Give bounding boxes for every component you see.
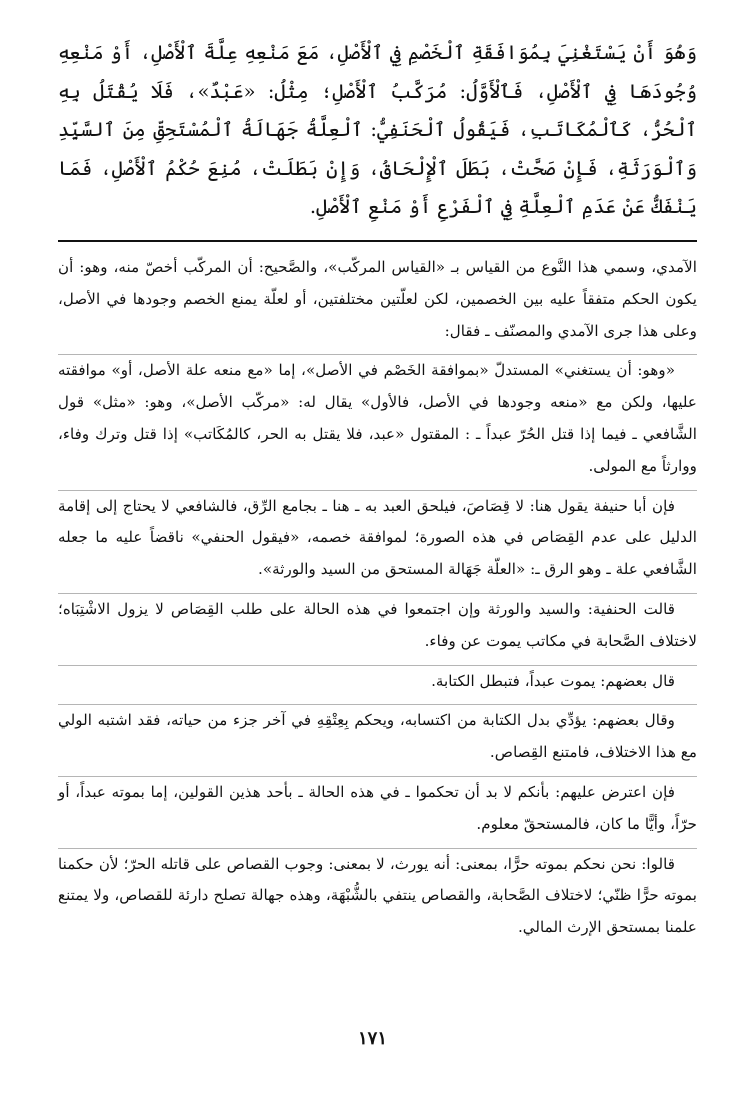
page-number: ١٧١	[357, 1028, 387, 1049]
commentary-paragraph-6: وقال بعضهم: يؤدِّي بدل الكتابة من اكتسابه، ويحكم بِعِتْقِهِ في آخر جزء من حياته، فقد اشتبه الولي مع هذا الاختلاف، فامتنع القِصاص.	[58, 705, 697, 777]
commentary-paragraph-7: فإن اعترض عليهم: بأنكم لا بد أن تحكموا ـ في هذه الحالة ـ بأحد هذين القولين، إما بموته عبداً، أو حرّاً، وأيًّا ما كان، فالمستحقّ معلوم.	[58, 777, 697, 849]
text-divider	[58, 240, 697, 242]
main-text	[58, 34, 697, 227]
commentary-paragraph-2: «وهو: أن يستغني» المستدلّ «بموافقة الخَصْم في الأصل»، إما «مع منعه علة الأصل، أو» موافقته عليها، ولكن مع «منعه وجودها في الأصل، فالأول» يقال له: «مركّب الأصل»، وهو: «مثل» قول الشَّافعي ـ فيما إذا قتل الحُرّ عبداً ـ : المقتول «عبد، فلا يقتل به الحر، كالمُكَاتب» إذا قتل وترك وفاء، ووارثاً مع المولى.	[58, 355, 697, 490]
commentary-paragraph-3: فإن أبا حنيفة يقول هنا: لا قِصَاصَ، فيلحق العبد به ـ هنا ـ بجامع الرِّق، فالشافعي لا يحتاج إلى إقامة الدليل على عدم القِصَاص في هذه الصورة؛ لموافقة خصمه، «فيقول الحنفي» ناقضاً عليه ما جعله الشَّافعي علة ـ وهو الرق ـ: «العلّة جَهَالة المستحق من السيد والورثة».	[58, 491, 697, 594]
commentary	[58, 252, 697, 951]
main-text-paragraph: وَهُوَ أَنْ يَسْتَغْنِيَ بِمُوَافَقَةِ ٱلْخَصْمِ فِي ٱلْأَصْلِ، مَعَ مَنْعِهِ عِلَّةَ ٱلْأَصْلِ، أَوْ مَنْعِهِ وُجُودَهَا فِي ٱلْأَصْلِ، فَٱلْأَوَّلُ: مُرَكَّبُ ٱلْأَصْلِ؛ مِثْلُ: «عَبْدٌ»، فَلَا يُقْتَلُ بِهِ ٱلْحُرُّ، كَٱلْمُكَاتَبِ، فَيَقُولُ ٱلْحَنَفِيُّ: ٱلْعِلَّةُ جَهَالَةُ ٱلْمُسْتَحِقِّ مِنَ ٱلسَّيِّدِ وَٱلْوَرَثَةِ، فَإِنْ صَحَّتْ، بَطَلَ ٱلْإِلْحَاقُ، وَإِنْ بَطَلَتْ، مُنِعَ حُكْمُ ٱلْأَصْلِ، فَمَا يَنْفَكُّ عَنْ عَدَمِ ٱلْعِلَّةِ فِي ٱلْفَرْعِ أَوْ مَنْعِ ٱلْأَصْلِ.	[58, 41, 697, 218]
commentary-paragraph-8: قالوا: نحن نحكم بموته حرًّا، بمعنى: أنه يورث، لا بمعنى: وجوب القصاص على قاتله الحرّ؛ لأن حكمنا بموته حرًّا ظنّي؛ لاختلاف الصَّحابة، والقصاص ينتفي بالشُّبْهَة، وهذه جهالة تصلح دارئة للقصاص، ولا يمتنع علمنا بمستحق الإرث المالي.	[58, 854, 697, 937]
commentary-paragraph-5: قال بعضهم: يموت عبداً، فتبطل الكتابة.	[58, 666, 697, 706]
commentary-paragraph-4: قالت الحنفية: والسيد والورثة وإن اجتمعوا في هذه الحالة على طلب القِصَاص لا يزول الاشْتِبَاه؛ لاختلاف الصَّحابة في مكاتب يموت عن وفاء.	[58, 594, 697, 666]
commentary-paragraph-1: الآمدي، وسمي هذا النَّوع من القياس بـ «القياس المركّب»، والصَّحيح: أن المركّب أخصّ منه، وهو: أن يكون الحكم متفقاً عليه بين الخصمين، لكن لعلّتين مختلفتين، أو لعلّة يمنع الخصم وجودها في الأصل، وعلى هذا جرى الآمدي والمصنّف ـ فقال:	[58, 252, 697, 355]
